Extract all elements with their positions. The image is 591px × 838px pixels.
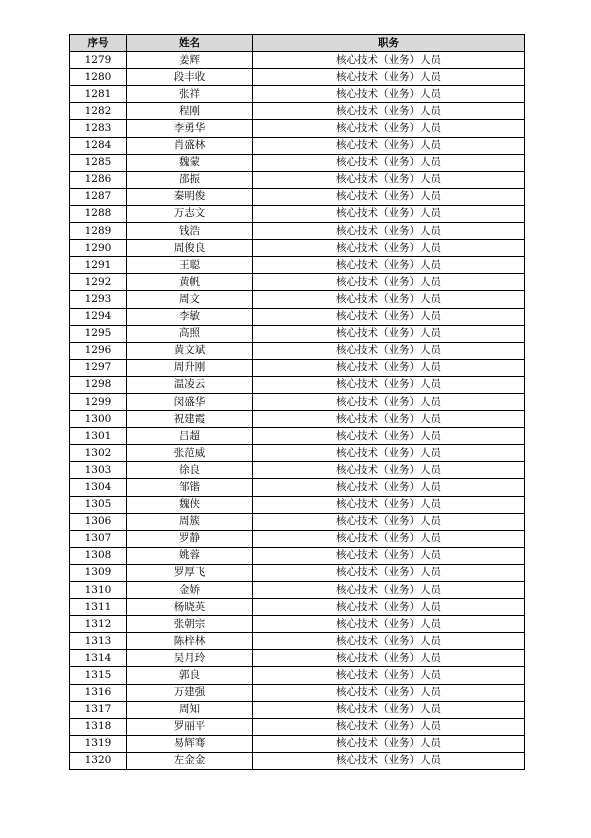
cell-position: 核心技术（业务）人员: [253, 342, 525, 359]
cell-name: 周簇: [127, 513, 253, 530]
cell-position: 核心技术（业务）人员: [253, 684, 525, 701]
cell-name: 邵振: [127, 171, 253, 188]
table-row: [70, 667, 525, 684]
table-row: [70, 752, 525, 769]
table-row: [70, 188, 525, 205]
cell-serial-number: 1279: [70, 52, 127, 69]
cell-position: 核心技术（业务）人员: [253, 188, 525, 205]
table-row: [70, 291, 525, 308]
table-row: [70, 428, 525, 445]
cell-position: 核心技术（业务）人员: [253, 428, 525, 445]
table-row: [70, 393, 525, 410]
cell-position: 核心技术（业务）人员: [253, 599, 525, 616]
cell-name: 周知: [127, 701, 253, 718]
cell-position: 核心技术（业务）人员: [253, 223, 525, 240]
table-row: [70, 564, 525, 581]
cell-serial-number: 1291: [70, 257, 127, 274]
cell-position: 核心技术（业务）人员: [253, 513, 525, 530]
cell-serial-number: 1293: [70, 291, 127, 308]
cell-name: 周升刚: [127, 359, 253, 376]
table-row: [70, 86, 525, 103]
cell-serial-number: 1319: [70, 735, 127, 752]
header-name: 姓名: [127, 35, 253, 52]
cell-position: 核心技术（业务）人员: [253, 411, 525, 428]
table-row: [70, 240, 525, 257]
table-row: [70, 599, 525, 616]
cell-position: 核心技术（业务）人员: [253, 547, 525, 564]
cell-position: 核心技术（业务）人员: [253, 650, 525, 667]
cell-name: 罗静: [127, 530, 253, 547]
cell-serial-number: 1314: [70, 650, 127, 667]
cell-position: 核心技术（业务）人员: [253, 718, 525, 735]
cell-serial-number: 1290: [70, 240, 127, 257]
cell-position: 核心技术（业务）人员: [253, 445, 525, 462]
cell-name: 祝建霞: [127, 411, 253, 428]
cell-name: 姜辉: [127, 52, 253, 69]
cell-serial-number: 1284: [70, 137, 127, 154]
cell-position: 核心技术（业务）人员: [253, 359, 525, 376]
cell-position: 核心技术（业务）人员: [253, 530, 525, 547]
cell-serial-number: 1307: [70, 530, 127, 547]
table-row: [70, 103, 525, 120]
cell-serial-number: 1294: [70, 308, 127, 325]
table-row: [70, 325, 525, 342]
cell-name: 罗厚飞: [127, 564, 253, 581]
cell-name: 周文: [127, 291, 253, 308]
cell-position: 核心技术（业务）人员: [253, 171, 525, 188]
table-row: [70, 223, 525, 240]
cell-position: 核心技术（业务）人员: [253, 325, 525, 342]
cell-name: 万志文: [127, 205, 253, 222]
cell-serial-number: 1320: [70, 752, 127, 769]
cell-serial-number: 1313: [70, 633, 127, 650]
cell-position: 核心技术（业务）人员: [253, 86, 525, 103]
cell-name: 徐良: [127, 462, 253, 479]
cell-name: 魏侠: [127, 496, 253, 513]
table-row: [70, 582, 525, 599]
cell-serial-number: 1285: [70, 154, 127, 171]
cell-serial-number: 1287: [70, 188, 127, 205]
cell-name: 左金金: [127, 752, 253, 769]
cell-position: 核心技术（业务）人员: [253, 274, 525, 291]
cell-name: 闵盛华: [127, 393, 253, 410]
cell-serial-number: 1312: [70, 616, 127, 633]
cell-name: 温凌云: [127, 376, 253, 393]
table-header: [70, 35, 525, 52]
table-row: [70, 154, 525, 171]
cell-serial-number: 1289: [70, 223, 127, 240]
cell-name: 易辉骞: [127, 735, 253, 752]
table-row: [70, 462, 525, 479]
table-row: [70, 376, 525, 393]
cell-position: 核心技术（业务）人员: [253, 205, 525, 222]
cell-serial-number: 1316: [70, 684, 127, 701]
table-row: [70, 530, 525, 547]
cell-position: 核心技术（业务）人员: [253, 582, 525, 599]
cell-name: 陈梓林: [127, 633, 253, 650]
cell-name: 张范威: [127, 445, 253, 462]
cell-position: 核心技术（业务）人员: [253, 240, 525, 257]
cell-name: 李敏: [127, 308, 253, 325]
cell-position: 核心技术（业务）人员: [253, 496, 525, 513]
cell-serial-number: 1310: [70, 582, 127, 599]
cell-position: 核心技术（业务）人员: [253, 291, 525, 308]
cell-serial-number: 1302: [70, 445, 127, 462]
table-body: [70, 52, 525, 770]
table-row: [70, 633, 525, 650]
cell-position: 核心技术（业务）人员: [253, 376, 525, 393]
table-row: [70, 496, 525, 513]
cell-name: 周俊良: [127, 240, 253, 257]
table-row: [70, 479, 525, 496]
cell-name: 黄文斌: [127, 342, 253, 359]
table-row: [70, 359, 525, 376]
cell-name: 郭良: [127, 667, 253, 684]
table-row: [70, 616, 525, 633]
cell-name: 段丰收: [127, 69, 253, 86]
table-row: [70, 120, 525, 137]
cell-position: 核心技术（业务）人员: [253, 393, 525, 410]
table-row: [70, 274, 525, 291]
cell-name: 秦明俊: [127, 188, 253, 205]
cell-name: 李勇华: [127, 120, 253, 137]
cell-position: 核心技术（业务）人员: [253, 701, 525, 718]
cell-position: 核心技术（业务）人员: [253, 257, 525, 274]
cell-name: 钱浩: [127, 223, 253, 240]
cell-position: 核心技术（业务）人员: [253, 667, 525, 684]
cell-name: 杨晓英: [127, 599, 253, 616]
cell-serial-number: 1308: [70, 547, 127, 564]
header-row: [70, 35, 525, 52]
cell-serial-number: 1282: [70, 103, 127, 120]
cell-serial-number: 1306: [70, 513, 127, 530]
cell-serial-number: 1311: [70, 599, 127, 616]
cell-serial-number: 1304: [70, 479, 127, 496]
cell-position: 核心技术（业务）人员: [253, 103, 525, 120]
header-position: 职务: [253, 35, 525, 52]
cell-position: 核心技术（业务）人员: [253, 479, 525, 496]
cell-serial-number: 1300: [70, 411, 127, 428]
roster-table: [69, 34, 525, 770]
cell-name: 万建强: [127, 684, 253, 701]
table-row: [70, 342, 525, 359]
cell-position: 核心技术（业务）人员: [253, 633, 525, 650]
cell-position: 核心技术（业务）人员: [253, 69, 525, 86]
cell-position: 核心技术（业务）人员: [253, 462, 525, 479]
cell-name: 金娇: [127, 582, 253, 599]
cell-serial-number: 1299: [70, 393, 127, 410]
table-row: [70, 69, 525, 86]
cell-name: 姚蓉: [127, 547, 253, 564]
cell-serial-number: 1297: [70, 359, 127, 376]
table-row: [70, 684, 525, 701]
table-row: [70, 171, 525, 188]
table-row: [70, 718, 525, 735]
cell-name: 张朝宗: [127, 616, 253, 633]
table-row: [70, 137, 525, 154]
cell-name: 张祥: [127, 86, 253, 103]
cell-name: 吕超: [127, 428, 253, 445]
cell-serial-number: 1303: [70, 462, 127, 479]
table-row: [70, 52, 525, 69]
cell-position: 核心技术（业务）人员: [253, 752, 525, 769]
table-row: [70, 650, 525, 667]
cell-serial-number: 1288: [70, 205, 127, 222]
cell-name: 肖盛林: [127, 137, 253, 154]
cell-serial-number: 1295: [70, 325, 127, 342]
table-row: [70, 701, 525, 718]
cell-position: 核心技术（业务）人员: [253, 52, 525, 69]
cell-name: 黄帆: [127, 274, 253, 291]
cell-serial-number: 1292: [70, 274, 127, 291]
cell-name: 邹锴: [127, 479, 253, 496]
cell-serial-number: 1301: [70, 428, 127, 445]
cell-position: 核心技术（业务）人员: [253, 735, 525, 752]
header-serial-number: 序号: [70, 35, 127, 52]
cell-position: 核心技术（业务）人员: [253, 120, 525, 137]
cell-serial-number: 1281: [70, 86, 127, 103]
cell-serial-number: 1298: [70, 376, 127, 393]
cell-serial-number: 1309: [70, 564, 127, 581]
cell-name: 王聪: [127, 257, 253, 274]
cell-serial-number: 1280: [70, 69, 127, 86]
table-row: [70, 735, 525, 752]
table-row: [70, 257, 525, 274]
cell-position: 核心技术（业务）人员: [253, 154, 525, 171]
cell-position: 核心技术（业务）人员: [253, 308, 525, 325]
cell-position: 核心技术（业务）人员: [253, 616, 525, 633]
table-row: [70, 445, 525, 462]
cell-name: 罗丽平: [127, 718, 253, 735]
table-row: [70, 205, 525, 222]
cell-serial-number: 1318: [70, 718, 127, 735]
cell-serial-number: 1286: [70, 171, 127, 188]
cell-serial-number: 1317: [70, 701, 127, 718]
cell-serial-number: 1283: [70, 120, 127, 137]
table-row: [70, 513, 525, 530]
cell-name: 吴月玲: [127, 650, 253, 667]
table-row: [70, 411, 525, 428]
cell-serial-number: 1305: [70, 496, 127, 513]
cell-name: 程刚: [127, 103, 253, 120]
cell-position: 核心技术（业务）人员: [253, 564, 525, 581]
cell-name: 高照: [127, 325, 253, 342]
cell-serial-number: 1296: [70, 342, 127, 359]
cell-position: 核心技术（业务）人员: [253, 137, 525, 154]
cell-name: 魏蒙: [127, 154, 253, 171]
cell-serial-number: 1315: [70, 667, 127, 684]
table-row: [70, 308, 525, 325]
table-row: [70, 547, 525, 564]
